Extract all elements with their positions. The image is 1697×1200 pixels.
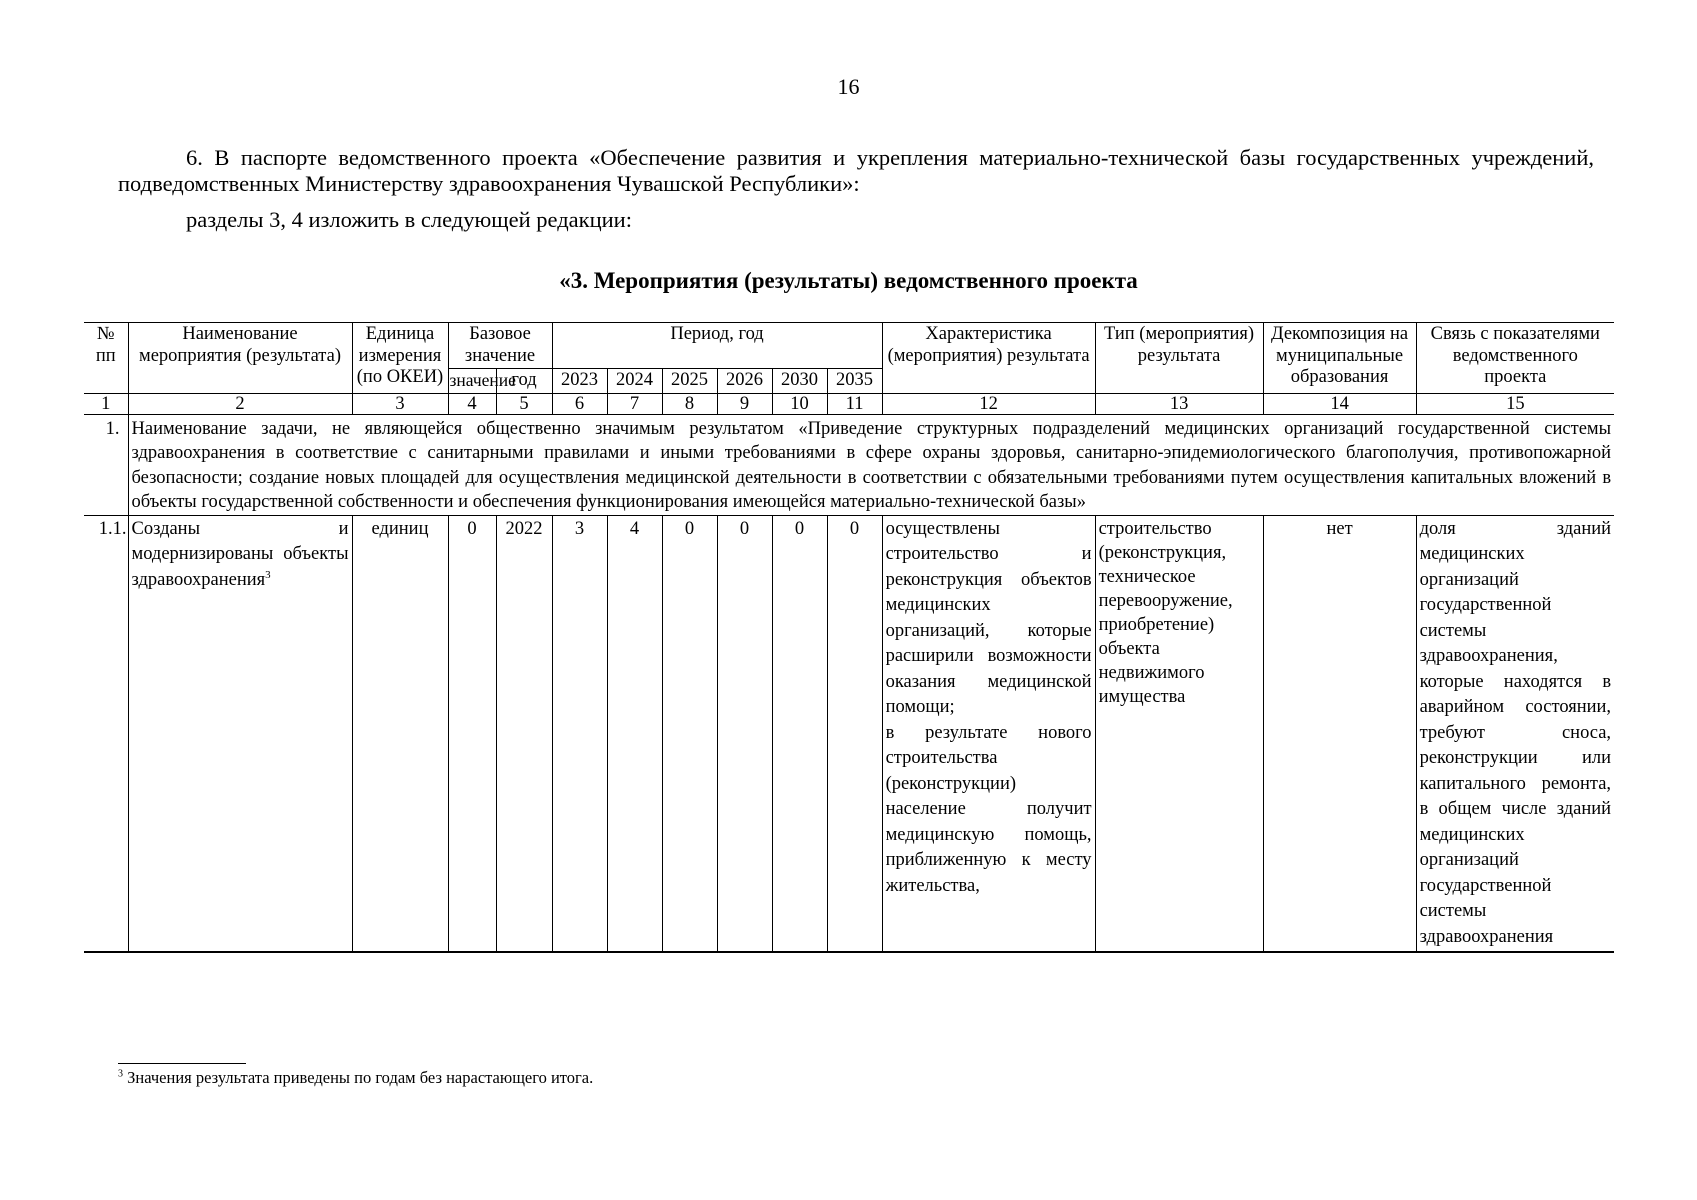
- header-characteristic: Характеристика (мероприятия) результата: [882, 323, 1095, 394]
- measures-table: [84, 322, 1614, 953]
- row-value-2025: 0: [662, 515, 717, 952]
- row-link: доля зданий медицинских организаций государственной системы здравоохранения, которые находятся в аварийном состоянии, требуют сноса, реконструкции или капитального ремонта, в общем числе зданий медицинских организаций государственной системы здравоохранения: [1416, 515, 1614, 952]
- characteristic-part-1: осуществлены строительство и реконструкция объектов медицинских организаций, которые расширили возможности оказания медицинской помощи;: [885, 518, 1092, 717]
- header-year: 2035: [827, 369, 882, 394]
- column-number: 12: [882, 393, 1095, 414]
- row-base-value: 0: [448, 515, 496, 952]
- column-number: 6: [552, 393, 607, 414]
- header-year: 2026: [717, 369, 772, 394]
- header-decomposition: Декомпозиция на муниципальные образования: [1263, 323, 1416, 394]
- header-year: 2023: [552, 369, 607, 394]
- column-number: 1: [84, 393, 128, 414]
- header-year: 2024: [607, 369, 662, 394]
- row-characteristic: [882, 515, 1095, 952]
- intro-instruction: разделы 3, 4 изложить в следующей редакции:: [186, 207, 632, 232]
- column-number: 7: [607, 393, 662, 414]
- header-unit: Единица измерения (по ОКЕИ): [352, 323, 448, 394]
- header-year: 2025: [662, 369, 717, 394]
- row-value-2030: 0: [772, 515, 827, 952]
- header-base-year: год: [496, 369, 552, 394]
- task-number: 1.: [84, 414, 128, 515]
- row-number: 1.1.: [84, 515, 128, 952]
- footnote-marker: 3: [118, 1068, 123, 1080]
- column-number: 9: [717, 393, 772, 414]
- header-base: Базовое значение: [448, 323, 552, 369]
- column-number: 14: [1263, 393, 1416, 414]
- row-value-2026: 0: [717, 515, 772, 952]
- row-unit: единиц: [352, 515, 448, 952]
- column-number: 2: [128, 393, 352, 414]
- column-number: 3: [352, 393, 448, 414]
- footnote-reference: 3: [265, 568, 271, 581]
- footnote: [118, 1068, 593, 1088]
- characteristic-part-2: в результате нового строительства (реконструкции) население получит медицинскую помощь, приближенную к месту жительства,: [885, 722, 1092, 896]
- footnote-text: Значения результата приведены по годам без нарастающего итога.: [127, 1068, 594, 1087]
- header-num: № пп: [84, 323, 128, 394]
- header-name: Наименование мероприятия (результата): [128, 323, 352, 394]
- row-base-year: 2022: [496, 515, 552, 952]
- section-title: «3. Мероприятия (результаты) ведомственного проекта: [559, 268, 1138, 293]
- row-value-2024: 4: [607, 515, 662, 952]
- column-number: 10: [772, 393, 827, 414]
- footnote-separator: [118, 1063, 246, 1064]
- row-name-text: Созданы и модернизированы объекты здравоохранения: [131, 518, 349, 590]
- page-number: 16: [837, 74, 860, 99]
- column-number-row: [84, 393, 1614, 414]
- column-number: 15: [1416, 393, 1614, 414]
- header-base-value: значение: [448, 369, 496, 394]
- task-row: [84, 414, 1614, 515]
- column-number: 8: [662, 393, 717, 414]
- table-header-row: [84, 323, 1614, 369]
- intro-paragraph: 6. В паспорте ведомственного проекта «Обеспечение развития и укрепления материально-технической базы государственных учреждений, подведомственных Министерству здравоохранения Чувашской Республики»:: [118, 145, 1594, 196]
- column-number: 5: [496, 393, 552, 414]
- row-name: [128, 515, 352, 952]
- column-number: 4: [448, 393, 496, 414]
- header-link: Связь с показателями ведомственного проекта: [1416, 323, 1614, 394]
- header-period: Период, год: [552, 323, 882, 369]
- column-number: 13: [1095, 393, 1263, 414]
- header-type: Тип (мероприятия) результата: [1095, 323, 1263, 394]
- row-value-2035: 0: [827, 515, 882, 952]
- header-year: 2030: [772, 369, 827, 394]
- column-number: 11: [827, 393, 882, 414]
- row-type: строительство (реконструкция, техническое перевооружение, приобретение) объекта недвижимого имущества: [1095, 515, 1263, 952]
- row-decomposition: нет: [1263, 515, 1416, 952]
- table-row: [84, 515, 1614, 952]
- row-value-2023: 3: [552, 515, 607, 952]
- task-description: Наименование задачи, не являющейся общественно значимым результатом «Приведение структурных подразделений медицинских организаций государственной системы здравоохранения в соответствие с санитарными правилами и иными требованиями в сфере охраны здоровья, санитарно-эпидемиологического благополучия, противопожарной безопасности; создание новых площадей для осуществления медицинской деятельности в соответствии с обязательными требованиями путем осуществления капитальных вложений в объекты государственной собственности и обеспечения функционирования имеющейся материально-технической базы»: [128, 414, 1614, 515]
